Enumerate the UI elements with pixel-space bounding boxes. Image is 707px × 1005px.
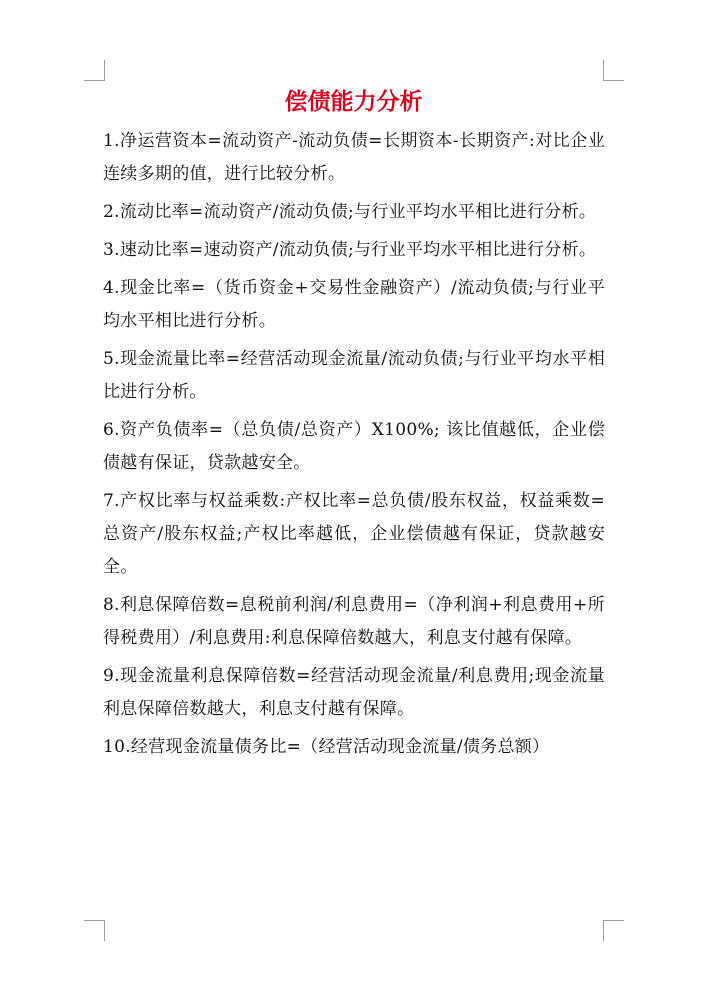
page-corner-mark-bottom-left [84, 920, 105, 941]
paragraph-2: 2.流动比率=流动资产/流动负债;与行业平均水平相比进行分析。 [103, 202, 597, 222]
page-corner-mark-bottom-right [603, 920, 624, 941]
paragraph-9: 9.现金流量利息保障倍数=经营活动现金流量/利息费用;现金流量利息保障倍数越大，利息支付越有保障。 [103, 666, 605, 719]
document-title: 偿债能力分析 [284, 89, 423, 115]
paragraph-7: 7.产权比率与权益乘数:产权比率=总负债/股东权益，权益乘数=总资产/股东权益;产权比率越低，企业偿债越有保证，贷款越安全。 [103, 491, 605, 577]
document-body [103, 125, 605, 769]
page-corner-mark-top-right [603, 60, 624, 81]
page-corner-mark-top-left [84, 60, 105, 81]
paragraph-1: 1.净运营资本=流动资产-流动负债=长期资本-长期资产:对比企业连续多期的值，进行比较分析。 [103, 131, 605, 184]
paragraph-8: 8.利息保障倍数=息税前利润/利息费用=（净利润+利息费用+所得税费用）/利息费用:利息保障倍数越大，利息支付越有保障。 [103, 595, 605, 648]
paragraph-3: 3.速动比率=速动资产/流动负债;与行业平均水平相比进行分析。 [103, 240, 597, 260]
paragraph-5: 5.现金流量比率=经营活动现金流量/流动负债;与行业平均水平相比进行分析。 [103, 349, 605, 402]
paragraph-10: 10.经营现金流量债务比=（经营活动现金流量/债务总额） [103, 737, 550, 757]
paragraph-4: 4.现金比率=（货币资金+交易性金融资产）/流动负债;与行业平均水平相比进行分析。 [103, 278, 605, 331]
paragraph-6: 6.资产负债率=（总负债/总资产）X100%; 该比值越低，企业偿债越有保证，贷款越安全。 [103, 420, 605, 473]
